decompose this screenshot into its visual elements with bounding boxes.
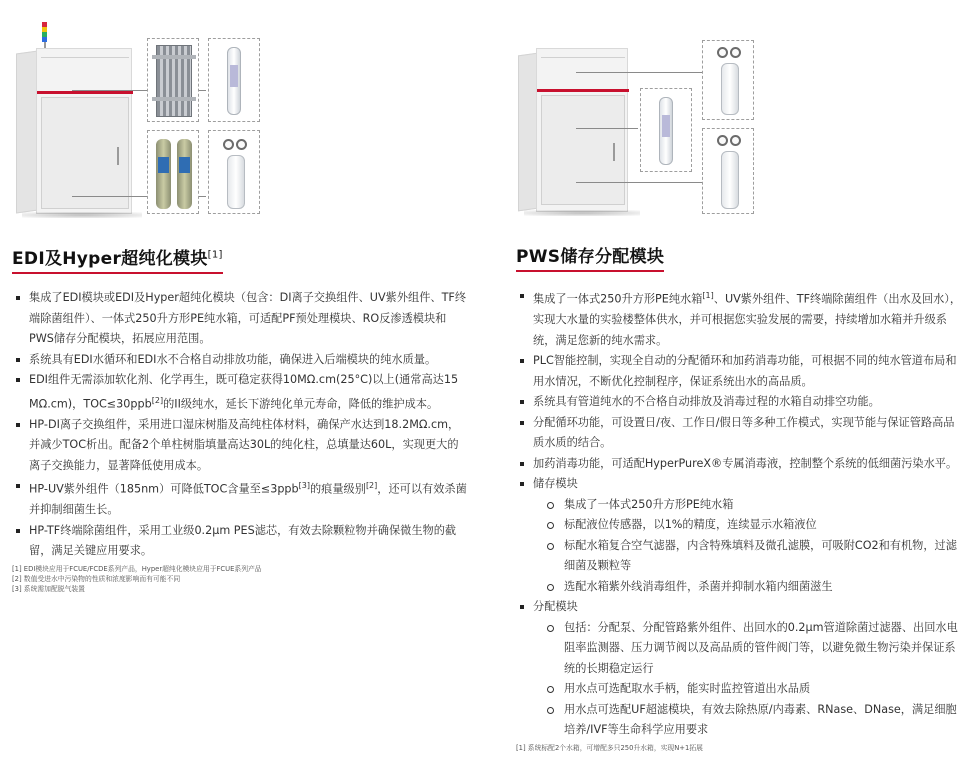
edi-module-thumbnail: [147, 38, 199, 122]
uv-component-thumbnail: [640, 88, 692, 172]
sub-list-item: 选配水箱紫外线消毒组件，杀菌并抑制水箱内细菌滋生: [533, 577, 964, 598]
di-columns-thumbnail: [147, 130, 199, 214]
water-system-cabinet: [36, 48, 132, 214]
feature-list: [12, 288, 467, 562]
storage-sublist: [533, 495, 964, 598]
sub-list-item: 标配水箱复合空气滤器，内含特殊填料及微孔滤膜，可吸附CO2和有机物，过滤细菌及颗粒等: [533, 536, 964, 577]
pws-section: [516, 0, 964, 753]
storage-module-label: 储存模块: [533, 477, 578, 491]
list-item: [516, 474, 964, 597]
sub-list-item: 用水点可选配取水手柄，能实时监控管道出水品质: [533, 679, 964, 700]
pws-illustration: [516, 0, 964, 222]
edi-illustration: [12, 0, 467, 222]
tf-filter-thumbnail: [702, 128, 754, 214]
sub-list-item: 用水点可选配UF超滤模块，有效去除热原/内毒素、RNase、DNase，满足细胞培养/IVF等生命科学应用要求: [533, 700, 964, 741]
feature-list: [516, 286, 964, 741]
tf-filter-thumbnail: [702, 40, 754, 120]
uv-component-thumbnail: [208, 38, 260, 122]
list-item: HP-UV紫外组件（185nm）可降低TOC含量至≤3ppb[3]的痕量级别[2]，还可以有效杀菌并抑制细菌生长。: [12, 476, 467, 521]
list-item: EDI组件无需添加软化剂、化学再生，既可稳定获得10MΩ.cm(25°C)以上(通常高达15 MΩ.cm)，TOC≤30ppb[2]的II级纯水，延长下游纯化单元寿命，降低的维护成本。: [12, 370, 467, 415]
footnotes: [12, 564, 467, 594]
list-item: PLC智能控制，实现全自动的分配循环和加药消毒功能，可根据不同的纯水管道布局和用水情况，不断优化控制程序，保证系统出水的高品质。: [516, 351, 964, 392]
tf-filter-thumbnail: [208, 130, 260, 214]
list-item: 集成了一体式250升方形PE纯水箱[1]、UV紫外组件、TF终端除菌组件（出水及回水），实现大水量的实验楼整体供水，并可根据您实验发展的需要，持续增加水箱并升级系统，满足您新的纯水需求。: [516, 286, 964, 351]
footnote: [3] 系统需加配脱气装置: [12, 584, 85, 593]
footnote: [2] 数值受进水中污染物的性质和浓度影响而有可能不同: [12, 574, 181, 583]
distribution-sublist: [533, 618, 964, 741]
list-item: HP-DI离子交换组件，采用进口湿床树脂及高纯柱体材料，确保产水达到18.2MΩ.cm，并减少TOC析出。配备2个单柱树脂填量高达30L的纯化柱，总填量达60L，实现更大的离子交换能力，显著降低使用成本。: [12, 415, 467, 477]
list-item: HP-TF终端除菌组件，采用工业级0.2μm PES滤芯，有效去除颗粒物并确保微生物的截留，满足关键应用要求。: [12, 521, 467, 562]
list-item: 加药消毒功能，可适配HyperPureX®专属消毒液，控制整个系统的低细菌污染水平。: [516, 454, 964, 475]
footnote: [1] EDI模块应用于FCUE/FCDE系列产品，Hyper超纯化模块应用于FCUE系列产品: [12, 564, 262, 573]
footnotes: [516, 743, 964, 753]
list-item: 分配循环功能，可设置日/夜、工作日/假日等多种工作模式，实现节能与保证管路高品质水质的结合。: [516, 413, 964, 454]
cabinet-side: [518, 53, 538, 212]
cabinet-side: [16, 50, 38, 213]
section-heading: PWS储存分配模块: [516, 242, 664, 272]
sub-list-item: 包括：分配泵、分配管路紫外组件、出回水的0.2μm管道除菌过滤器、出回水电阻率监测器、压力调节阀以及高品质的管件阀门等，以避免微生物污染并保证系统的长期稳定运行: [533, 618, 964, 680]
list-item: 系统具有EDI水循环和EDI水不合格自动排放功能，确保进入后端模块的纯水质量。: [12, 350, 467, 371]
footnote: [1] 系统标配2个水箱，可增配多只250升水箱，实现N+1拓展: [516, 743, 703, 752]
list-item: 系统具有管道纯水的不合格自动排放及消毒过程的水箱自动排空功能。: [516, 392, 964, 413]
distribution-module-label: 分配模块: [533, 600, 578, 614]
sub-list-item: 集成了一体式250升方形PE纯水箱: [533, 495, 964, 516]
section-heading: EDI及Hyper超纯化模块[1]: [12, 244, 223, 274]
list-item: 集成了EDI模块或EDI及Hyper超纯化模块（包含：DI离子交换组件、UV紫外组件、TF终端除菌组件）、一体式250升方形PE纯水箱，可适配PF预处理模块、RO反渗透模块和PWS储存分配模块，拓展应用范围。: [12, 288, 467, 350]
sub-list-item: 标配液位传感器，以1%的精度，连续显示水箱液位: [533, 515, 964, 536]
edi-section: [12, 0, 467, 594]
list-item: [516, 597, 964, 741]
